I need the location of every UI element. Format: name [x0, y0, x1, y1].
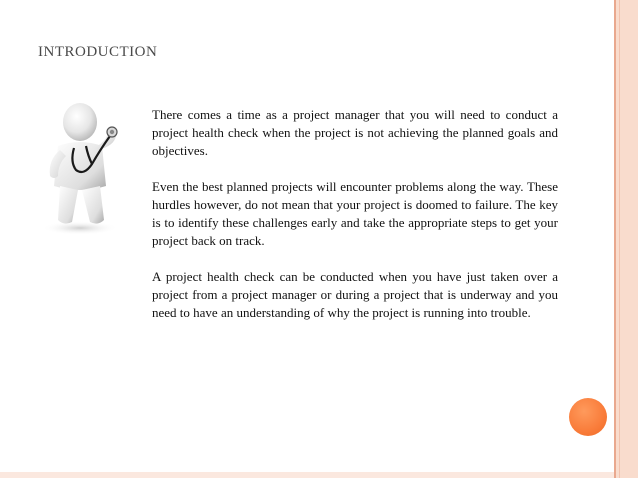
paragraph-3: A project health check can be conducted when you have just taken over a project from a project manager or during a project that is underway and you need to have an understanding of why the project is running into trouble. [152, 269, 558, 320]
doctor-figure-icon [30, 98, 140, 238]
slide-title: INTRODUCTION [38, 44, 158, 60]
paragraph-2: Even the best planned projects will encounter problems along the way. These hurdles however, do not mean that your project is doomed to failure. The key is to identify these challenges early and take the appropriate steps to get your project back on track. [152, 179, 558, 248]
right-decorative-line [614, 0, 616, 478]
paragraph-1: There comes a time as a project manager that you will need to conduct a project health check when the project is not achieving the planned goals and objectives. [152, 107, 558, 158]
right-decorative-band [614, 0, 638, 478]
orange-circle-decoration [569, 398, 607, 436]
body-text [152, 106, 558, 340]
bottom-decorative-band [0, 472, 614, 478]
right-decorative-line-thin [619, 0, 620, 478]
